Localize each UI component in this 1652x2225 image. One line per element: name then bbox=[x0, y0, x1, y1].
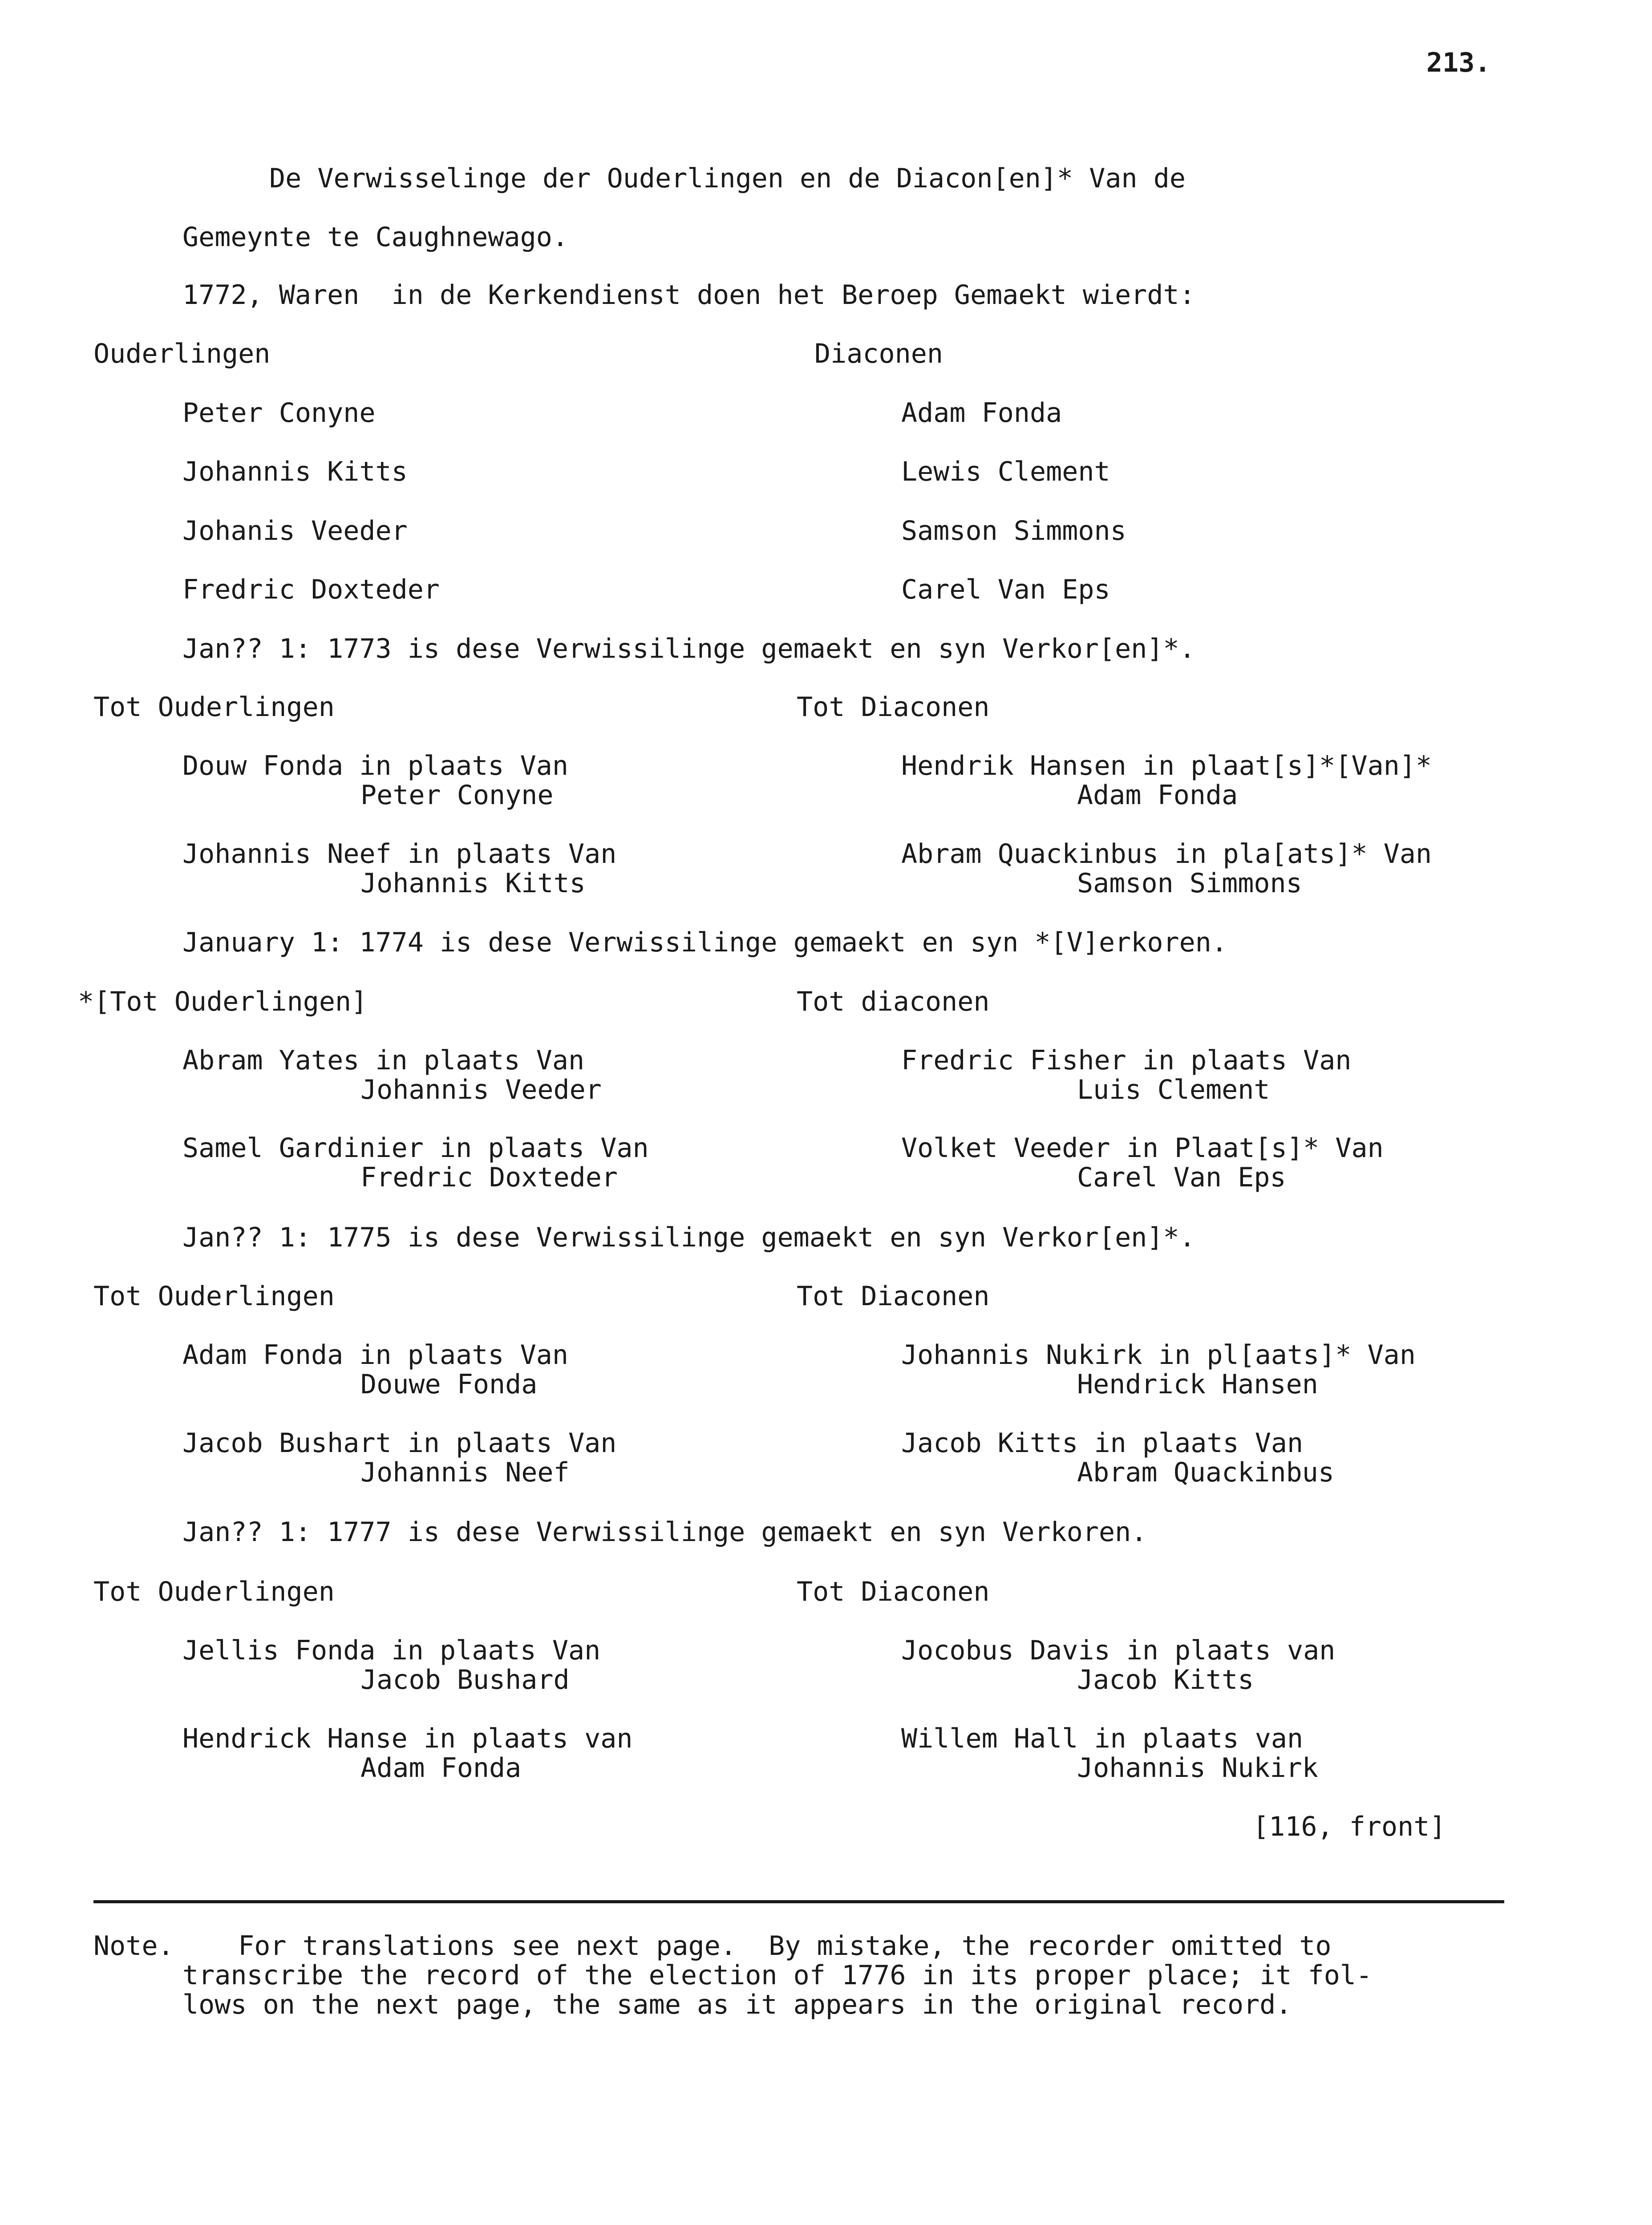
deacon-replacement: Jocobus Davis in plaats van bbox=[901, 1635, 1336, 1666]
deacon-replacement: Abram Quackinbus in pla[ats]* Van bbox=[901, 838, 1432, 870]
elder-replacement: Douw Fonda in plaats Van bbox=[182, 750, 568, 781]
elder-replaced: Douwe Fonda bbox=[360, 1369, 538, 1400]
section-heading-1774: January 1: 1774 is dese Verwissilinge gemaekt en syn *[V]erkoren. bbox=[182, 927, 1227, 958]
deacon-replaced: Luis Clement bbox=[1077, 1074, 1270, 1105]
section-header-deacons: Tot Diaconen bbox=[797, 1576, 990, 1607]
column-header-elders: Ouderlingen bbox=[93, 338, 271, 369]
deacon-replaced: Adam Fonda bbox=[1077, 780, 1238, 811]
deacon-replaced: Hendrick Hansen bbox=[1077, 1369, 1318, 1400]
deacon-replaced: Samson Simmons bbox=[1077, 868, 1302, 899]
deacon-replacement: Jacob Kitts in plaats Van bbox=[901, 1428, 1304, 1459]
deacon-name: Carel Van Eps bbox=[901, 574, 1110, 605]
elder-replaced: Fredric Doxteder bbox=[360, 1162, 618, 1193]
note-line: transcribe the record of the election of 1776 in its proper place; it fol- bbox=[182, 1960, 1373, 1991]
section-header-deacons: Tot Diaconen bbox=[797, 1281, 990, 1312]
elder-name: Fredric Doxteder bbox=[182, 574, 440, 605]
elder-replacement: Abram Yates in plaats Van bbox=[182, 1045, 585, 1076]
horizontal-rule bbox=[93, 1900, 1504, 1903]
deacon-replacement: Johannis Nukirk in pl[aats]* Van bbox=[901, 1339, 1416, 1371]
elder-replacement: Hendrick Hanse in plaats van bbox=[182, 1723, 633, 1754]
folio-reference: [116, front] bbox=[1253, 1811, 1446, 1842]
section-heading-1777: Jan?? 1: 1777 is dese Verwissilinge gemaekt en syn Verkoren. bbox=[182, 1517, 1147, 1548]
deacon-replaced: Johannis Nukirk bbox=[1077, 1752, 1318, 1784]
page-number: 213. bbox=[1426, 47, 1491, 78]
elder-replaced: Adam Fonda bbox=[360, 1752, 522, 1784]
note-line: lows on the next page, the same as it appears in the original record. bbox=[182, 1989, 1292, 2020]
elder-name: Johanis Veeder bbox=[182, 515, 408, 546]
section-header-elders: Tot Ouderlingen bbox=[93, 1281, 335, 1312]
elder-replaced: Peter Conyne bbox=[360, 780, 554, 811]
elder-replacement: Samel Gardinier in plaats Van bbox=[182, 1133, 649, 1164]
elder-replacement: Adam Fonda in plaats Van bbox=[182, 1339, 568, 1371]
title-line-2: Gemeynte te Caughnewago. bbox=[182, 222, 568, 253]
section-header-elders: Tot Ouderlingen bbox=[93, 1576, 335, 1607]
elder-replaced: Johannis Veeder bbox=[360, 1074, 602, 1105]
deacon-name: Adam Fonda bbox=[901, 397, 1062, 429]
deacon-replaced: Jacob Kitts bbox=[1077, 1664, 1254, 1695]
deacon-replacement: Fredric Fisher in plaats Van bbox=[901, 1045, 1352, 1076]
deacon-replacement: Willem Hall in plaats van bbox=[901, 1723, 1304, 1754]
elder-replaced: Johannis Kitts bbox=[360, 868, 586, 899]
section-heading-1775: Jan?? 1: 1775 is dese Verwissilinge gemaekt en syn Verkor[en]*. bbox=[182, 1222, 1195, 1253]
elder-replacement: Jellis Fonda in plaats Van bbox=[182, 1635, 601, 1666]
deacon-replaced: Carel Van Eps bbox=[1077, 1162, 1286, 1193]
section-header-elders: Tot Ouderlingen bbox=[93, 692, 335, 723]
elder-name: Johannis Kitts bbox=[182, 456, 408, 487]
deacon-name: Lewis Clement bbox=[901, 456, 1110, 487]
section-header-elders: *[Tot Ouderlingen] bbox=[78, 986, 368, 1017]
elder-replaced: Johannis Neef bbox=[360, 1457, 570, 1488]
title-line-1: De Verwisselinge der Ouderlingen en de Diacon[en]* Van de bbox=[269, 163, 1186, 194]
section-header-deacons: Tot Diaconen bbox=[797, 692, 990, 723]
deacon-name: Samson Simmons bbox=[901, 515, 1126, 546]
deacon-replacement: Volket Veeder in Plaat[s]* Van bbox=[901, 1133, 1384, 1164]
elder-replaced: Jacob Bushard bbox=[360, 1664, 570, 1695]
column-header-deacons: Diaconen bbox=[814, 338, 943, 369]
intro-line: 1772, Waren in de Kerkendienst doen het Beroep Gemaekt wierdt: bbox=[182, 279, 1195, 311]
deacon-replacement: Hendrik Hansen in plaat[s]*[Van]* bbox=[901, 750, 1432, 781]
section-heading-1773: Jan?? 1: 1773 is dese Verwissilinge gemaekt en syn Verkor[en]*. bbox=[182, 633, 1195, 664]
elder-replacement: Johannis Neef in plaats Van bbox=[182, 838, 617, 870]
deacon-replaced: Abram Quackinbus bbox=[1077, 1457, 1334, 1488]
elder-name: Peter Conyne bbox=[182, 397, 376, 429]
note-line: Note. For translations see next page. By mistake, the recorder omitted to bbox=[93, 1930, 1332, 1962]
section-header-deacons: Tot diaconen bbox=[797, 986, 990, 1017]
elder-replacement: Jacob Bushart in plaats Van bbox=[182, 1428, 617, 1459]
